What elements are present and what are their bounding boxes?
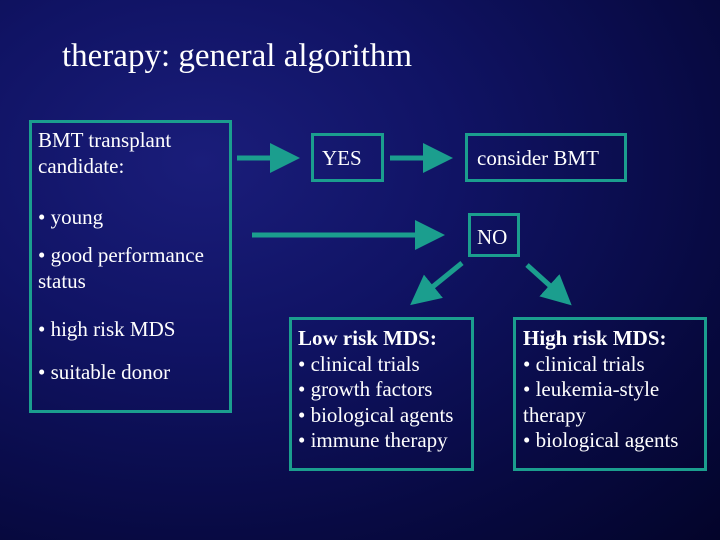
low-risk-item: • growth factors (298, 377, 433, 402)
yes-label: YES (322, 146, 362, 170)
consider-bmt-label: consider BMT (477, 146, 599, 170)
low-risk-heading: Low risk MDS: (298, 326, 437, 350)
criterion-performance-status: • good performance status (38, 243, 204, 293)
arrow-no-to-high-risk (527, 265, 568, 302)
candidate-heading: BMT transplant candidate: (38, 128, 172, 178)
criterion-donor: • suitable donor (38, 360, 171, 384)
low-risk-item: • biological agents (298, 402, 454, 427)
high-risk-item: • leukemia-style therapy (523, 377, 660, 427)
low-risk-item: • immune therapy (298, 428, 448, 453)
slide-title: therapy: general algorithm (62, 38, 413, 74)
no-label: NO (477, 225, 508, 249)
high-risk-heading: High risk MDS: (523, 326, 667, 350)
arrow-no-to-low-risk (414, 263, 462, 302)
criterion-young: • young (38, 205, 104, 229)
low-risk-item: • clinical trials (298, 351, 420, 376)
high-risk-item: • biological agents (523, 428, 679, 453)
criterion-high-risk: • high risk MDS (38, 317, 176, 341)
high-risk-item: • clinical trials (523, 351, 645, 376)
